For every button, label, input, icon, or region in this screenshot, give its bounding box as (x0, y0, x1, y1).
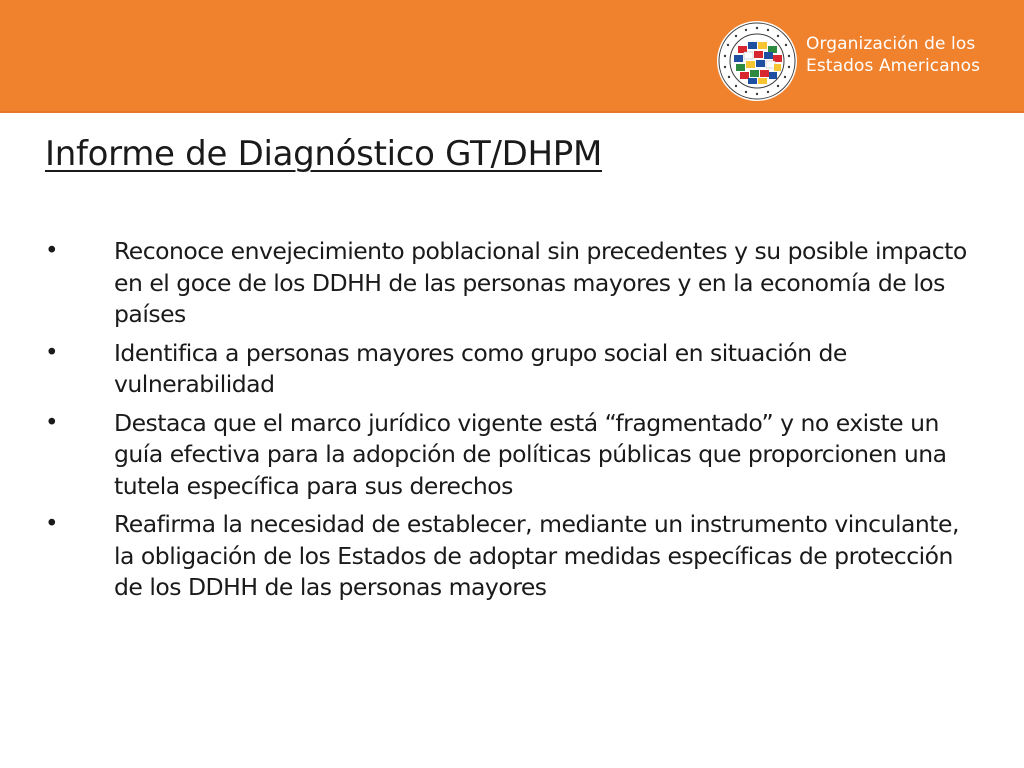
bullet-icon: • (45, 511, 59, 537)
oas-seal-icon (716, 20, 798, 102)
bullet-icon: • (45, 409, 59, 436)
list-item (45, 338, 985, 401)
bullet-text: Identifica a personas mayores como grupo social en situación de vulnerabilidad (114, 338, 847, 398)
bullet-icon: • (45, 339, 59, 366)
header-bar (0, 0, 1024, 113)
bullet-text: Reconoce envejecimiento poblacional sin precedentes y su posible impacto en el goce de los DDHH de las personas mayores y en la economía de los países (114, 237, 967, 328)
slide-title: Informe de Diagnóstico GT/DHPM (45, 134, 603, 174)
header-divider (0, 111, 1024, 113)
organization-name (806, 33, 980, 77)
organization-name-line-2: Estados Americanos (806, 56, 981, 76)
bullet-text: Reafirma la necesidad de establecer, mediante un instrumento vinculante, la obligación de los Estados de adoptar medidas específicas de protección de los DDHH de las personas mayores (114, 510, 959, 601)
bullet-list (45, 236, 985, 611)
list-item (45, 408, 985, 503)
list-item (45, 236, 985, 331)
organization-name-line-1: Organización de los (806, 34, 976, 54)
bullet-icon: • (45, 238, 59, 264)
list-item (45, 509, 985, 604)
bullet-text: Destaca que el marco jurídico vigente está “fragmentado” y no existe un guía efectiva para la adopción de políticas públicas que proporcionen una tutela específica para sus derechos (114, 408, 947, 500)
